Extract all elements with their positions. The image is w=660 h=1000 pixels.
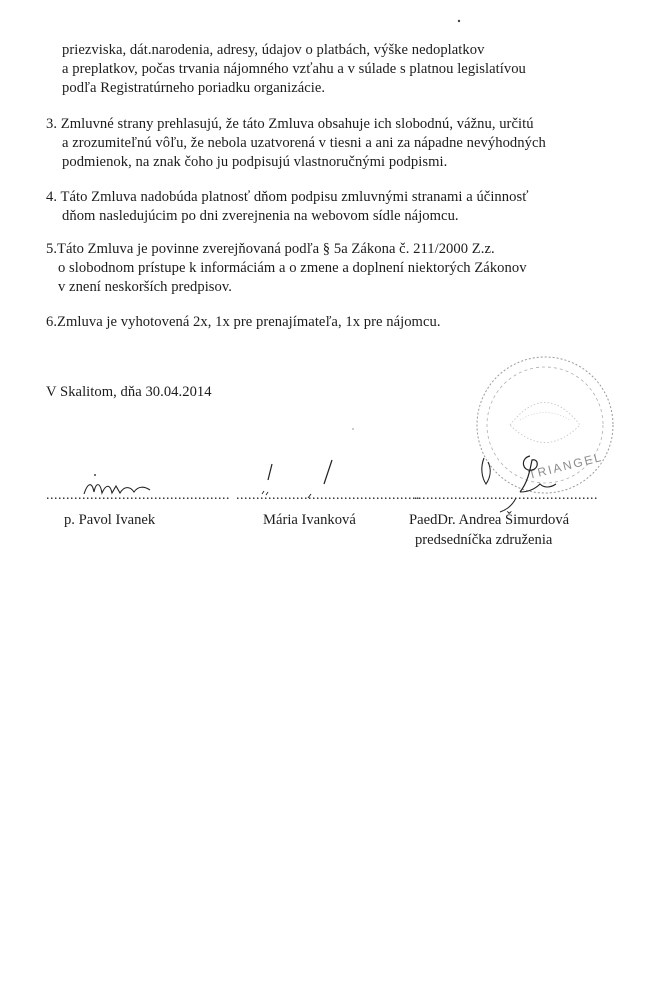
svg-text:TRIANGEL: TRIANGEL [527, 449, 605, 482]
para5-line1: 5.Táto Zmluva je povinne zverejňovaná podľa § 5a Zákona č. 211/2000 Z.z. [46, 241, 495, 257]
para5-line2: o slobodnom prístupe k informáciám a o zmene a doplnení niektorých Zákonov [58, 260, 527, 276]
para4-line2: dňom nasledujúcim po dni zverejnenia na webovom sídle nájomcu. [62, 208, 459, 224]
para5-line3: v znení neskorších predpisov. [58, 279, 232, 295]
place-date: V Skalitom, dňa 30.04.2014 [46, 384, 212, 400]
para2-line2: a preplatkov, počas trvania nájomného vzťahu a v súlade s platnou legislatívou [62, 61, 526, 77]
signature-line-ivankova: .............................................. [236, 488, 420, 503]
signature-line-ivanek: .............................................. [46, 488, 230, 503]
para2-line3: podľa Registratúrneho poriadku organizácie. [62, 80, 326, 96]
para3-line1-text: Zmluvné strany prehlasujú, že táto Zmluva obsahuje ich slobodnú, vážnu, určitú [57, 116, 534, 132]
para4-line1: 4. Táto Zmluva nadobúda platnosť dňom podpisu zmluvnými stranami a účinnosť [46, 189, 529, 205]
signatory-name-ivanek: p. Pavol Ivanek [64, 512, 156, 528]
para3-line3: podmienok, na znak čoho ju podpisujú vlastnoručnými podpismi. [62, 154, 448, 170]
speck-mark [350, 426, 356, 432]
signatory-name-simurdova: PaedDr. Andrea Šimurdová [409, 512, 570, 528]
signatory-name-ivankova: Mária Ivanková [263, 512, 356, 528]
para2-line1: priezviska, dát.narodenia, adresy, údajov o platbách, výške nedoplatkov [62, 42, 485, 58]
para3-line2: a zrozumiteľnú vôľu, že nebola uzatvorená v tiesni a ani za nápadne nevýhodných [62, 135, 546, 151]
para6: 6.Zmluva je vyhotovená 2x, 1x pre prenajímateľa, 1x pre nájomcu. [46, 314, 441, 330]
signatory-role-simurdova: predsedníčka združenia [415, 532, 553, 548]
signature-simurdova [470, 448, 590, 518]
para3-line1 [46, 115, 534, 133]
para3-number: 3. [46, 116, 58, 132]
signature-line-simurdova: .............................................. [414, 488, 598, 503]
speck-mark [456, 18, 462, 24]
